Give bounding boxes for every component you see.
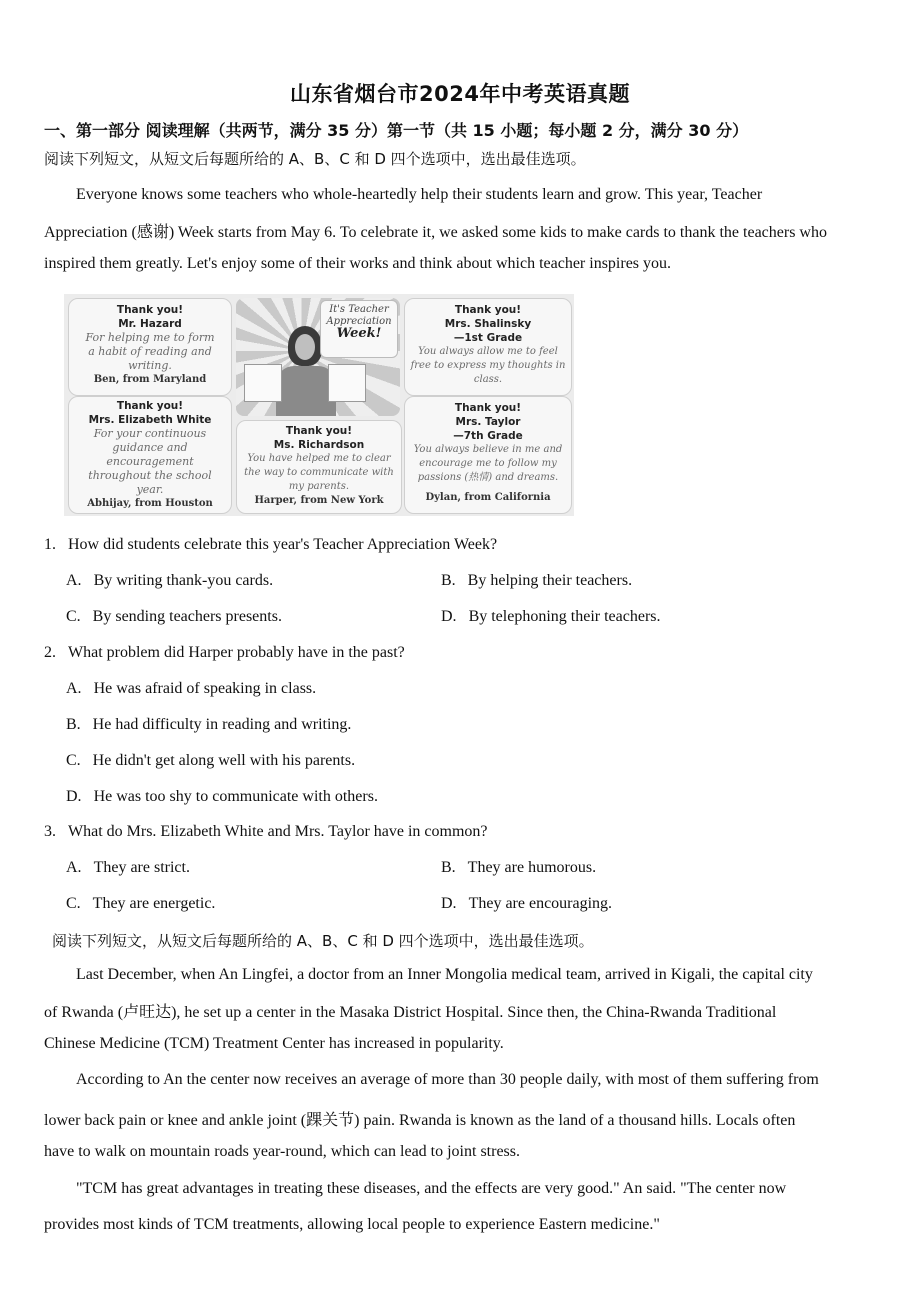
card-message-line: a habit of reading and [88,345,212,358]
card-mr-hazard [68,298,232,396]
card-teacher-name: Mrs. Shalinsky [444,318,532,330]
passage-2-line: Last December, when An Lingfei, a doctor from an Inner Mongolia medical team, arrived in Kigali, the capital city [76,966,813,983]
card-teacher-name: Mrs. Elizabeth White [88,414,212,426]
card-mrs-elizabeth-white [68,396,232,514]
option-text: They are energetic. [92,895,216,912]
passage-2-line: provides most kinds of TCM treatments, allowing local people to experience Eastern medicine." [44,1216,660,1233]
card-heading: Thank you! [285,425,353,437]
card-message-line: my parents. [288,481,350,492]
instruction-2: 阅读下列短文，从短文后每题所给的 A、B、C 和 D 四个选项中，选出最佳选项。 [52,932,594,950]
teacher-photo [236,298,400,416]
card-signature: Dylan, from California [425,492,551,503]
card-message-line: You always believe in me and [413,444,563,455]
question-text: What do Mrs. Elizabeth White and Mrs. Taylor have in common? [68,823,488,840]
card-message-line: encourage me to follow my [419,458,557,469]
option-3a [66,859,190,877]
option-text: They are encouraging. [468,895,613,912]
option-1b [441,572,632,590]
photo-person-face [295,334,315,360]
card-ms-richardson [236,420,402,514]
card-grade: —1st Grade [453,332,523,344]
question-text: How did students celebrate this year's Teacher Appreciation Week? [68,536,498,553]
question-number: 3. [44,823,56,840]
option-1d [441,608,661,626]
card-message-line: class. [473,374,503,385]
card-message-line: For helping me to form [85,331,215,344]
card-heading: Thank you! [454,304,522,316]
question-number: 1. [44,536,56,553]
passage-2-line: "TCM has great advantages in treating these diseases, and the effects are very good." An said. "The center now [76,1180,787,1197]
photo-plaque [244,364,282,402]
card-heading: Thank you! [116,304,184,316]
photo-plaque [328,364,366,402]
option-text: By helping their teachers. [467,572,633,589]
passage-2-line: have to walk on mountain roads year-round, which can lead to joint stress. [44,1143,520,1160]
option-text: He was too shy to communicate with others. [93,788,378,805]
photo-sign-line: It's Teacher [329,304,389,315]
question-1 [44,536,497,554]
card-message-line: For your continuous [93,427,207,440]
card-message-line: passions (热情) and dreams. [417,472,559,483]
option-letter: C. [66,895,81,912]
option-text: He was afraid of speaking in class. [93,680,317,697]
option-letter: B. [441,859,456,876]
option-letter: A. [66,680,82,697]
thank-you-cards-figure [64,294,574,516]
option-2a [66,680,316,698]
option-text: They are strict. [93,859,190,876]
option-1c [66,608,282,626]
option-text: By writing thank-you cards. [93,572,274,589]
passage-1-line: Everyone knows some teachers who whole-heartedly help their students learn and grow. This year, Teacher [76,186,763,203]
option-letter: A. [66,859,82,876]
passage-2-line: of Rwanda (卢旺达), he set up a center in the Masaka District Hospital. Since then, the China-Rwanda Traditional [44,1004,777,1021]
option-2d [66,788,378,806]
passage-1-line: Appreciation (感谢) Week starts from May 6. To celebrate it, we asked some kids to make cards to thank the teachers who [44,224,827,241]
option-letter: D. [441,895,457,912]
card-signature: Harper, from New York [254,495,384,506]
card-message-line: year. [136,483,164,496]
option-text: By sending teachers presents. [92,608,282,625]
card-teacher-name: Mrs. Taylor [455,416,521,428]
option-letter: C. [66,752,81,769]
card-message-line: the way to communicate with [244,467,394,478]
question-text: What problem did Harper probably have in the past? [68,644,405,661]
question-number: 2. [44,644,56,661]
card-message-line: You always allow me to feel [418,346,558,357]
option-letter: D. [441,608,457,625]
card-message-line: free to express my thoughts in [410,360,566,371]
card-grade: —7th Grade [453,430,523,442]
question-2 [44,644,405,662]
card-teacher-name: Ms. Richardson [273,439,365,451]
option-3b [441,859,596,877]
instruction-1: 阅读下列短文，从短文后每题所给的 A、B、C 和 D 四个选项中，选出最佳选项。 [44,150,586,168]
option-text: By telephoning their teachers. [468,608,661,625]
option-text: He had difficulty in reading and writing. [92,716,352,733]
card-signature: Abhijay, from Houston [87,498,213,509]
option-2c [66,752,355,770]
card-heading: Thank you! [454,402,522,414]
card-heading: Thank you! [116,400,184,412]
page-title: 山东省烟台市2024年中考英语真题 [290,82,630,106]
option-2b [66,716,351,734]
card-signature: Ben, from Maryland [93,374,207,385]
passage-2-line: According to An the center now receives an average of more than 30 people daily, with most of them suffering from [76,1071,819,1088]
option-letter: C. [66,608,81,625]
option-letter: B. [66,716,81,733]
photo-sign [320,300,398,358]
passage-2-line: lower back pain or knee and ankle joint (踝关节) pain. Rwanda is known as the land of a thousand hills. Locals often [44,1112,796,1129]
photo-sign-line: Appreciation [326,316,392,327]
card-message-line: encouragement [106,455,194,468]
option-1a [66,572,273,590]
option-letter: D. [66,788,82,805]
photo-sign-line: Week! [336,326,382,341]
card-message-line: guidance and [112,441,188,454]
card-mrs-shalinsky [404,298,572,396]
option-3d [441,895,612,913]
option-letter: A. [66,572,82,589]
section-header: 一、第一部分 阅读理解（共两节，满分 35 分）第一节（共 15 小题；每小题 2 分，满分 30 分） [44,121,749,140]
card-message-line: writing. [128,359,172,372]
option-letter: B. [441,572,456,589]
card-teacher-name: Mr. Hazard [118,318,182,330]
option-text: He didn't get along well with his parents. [92,752,356,769]
question-3 [44,823,488,841]
card-mrs-taylor [404,396,572,514]
passage-1-line: inspired them greatly. Let's enjoy some of their works and think about which teacher inspires you. [44,255,672,272]
photo-person-body [276,366,336,416]
card-message-line: You have helped me to clear [247,453,391,464]
option-3c [66,895,215,913]
card-message-line: throughout the school [88,469,212,482]
passage-2-line: Chinese Medicine (TCM) Treatment Center has increased in popularity. [44,1035,504,1052]
option-text: They are humorous. [467,859,597,876]
